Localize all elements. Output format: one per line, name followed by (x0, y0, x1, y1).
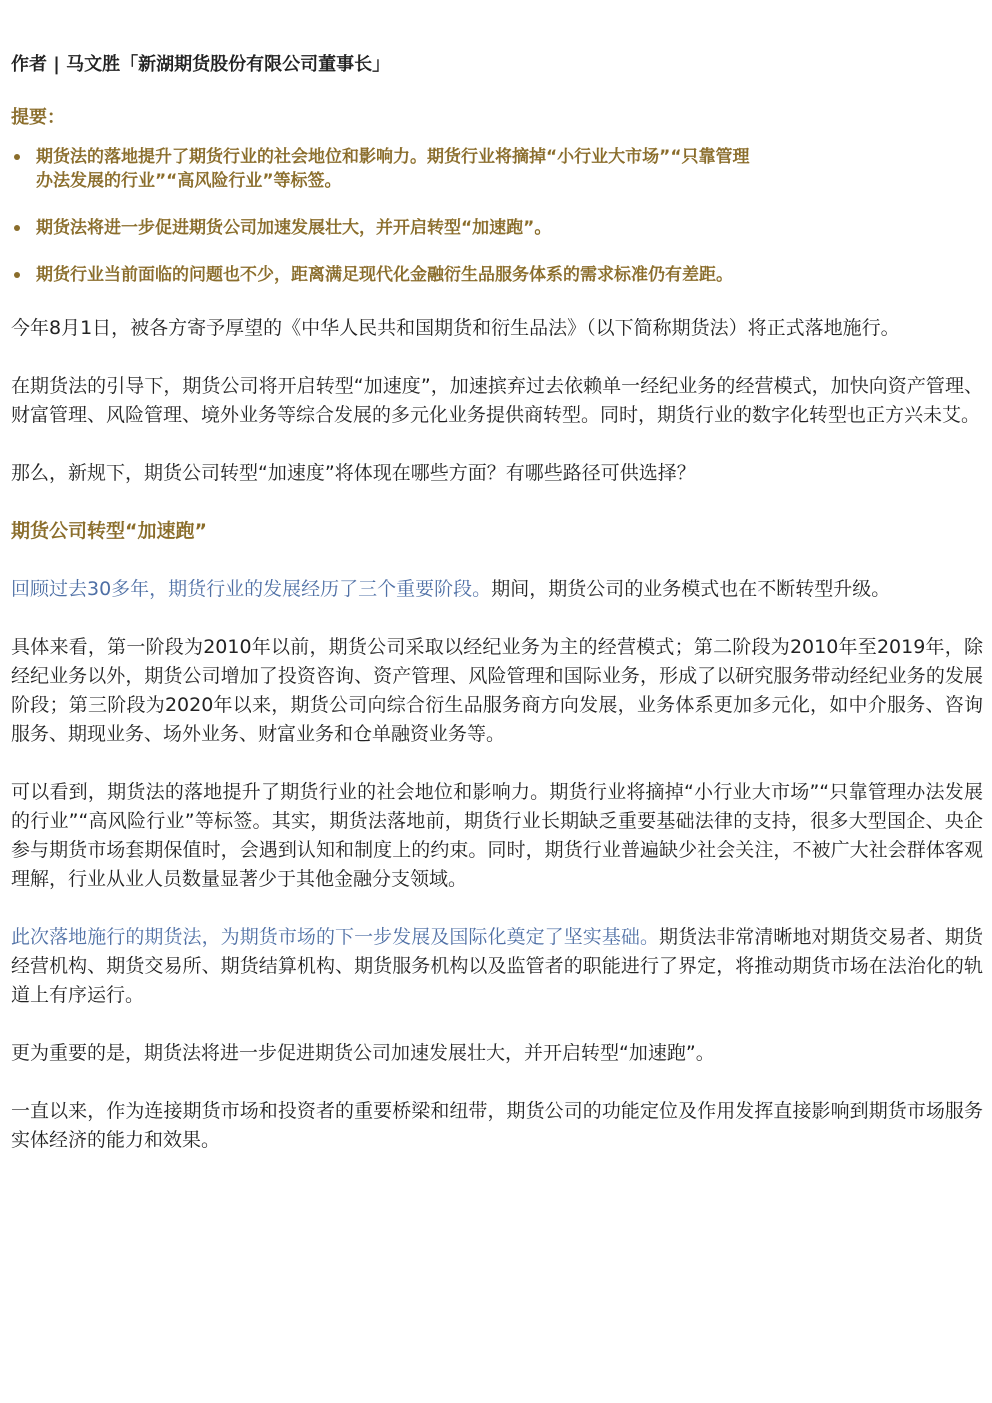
bullet-dot-icon (14, 225, 20, 231)
summary-item-text: 期货行业当前面临的问题也不少，距离满足现代化金融衍生品服务体系的需求标准仍有差距。 (36, 265, 733, 285)
paragraph-4 (11, 575, 983, 604)
paragraph-9: 一直以来，作为连接期货市场和投资者的重要桥梁和纽带，期货公司的功能定位及作用发挥直接影响到期货市场服务实体经济的能力和效果。 (11, 1100, 983, 1151)
author-line: 作者 | 马文胜「新湖期货股份有限公司董事长」 (11, 54, 391, 75)
paragraph-5: 具体来看，第一阶段为2010年以前，期货公司采取以经纪业务为主的经营模式；第二阶段为2010年至2019年，除经纪业务以外，期货公司增加了投资咨询、资产管理、风险管理和国际业务，形成了以研究服务带动经纪业务的发展阶段；第三阶段为2020年以来，期货公司向综合衍生品服务商方向发展，业务体系更加多元化，如中介服务、咨询服务、期现业务、场外业务、财富业务和仓单融资业务等。 (11, 636, 983, 745)
paragraph-6: 可以看到，期货法的落地提升了期货行业的社会地位和影响力。期货行业将摘掉“小行业大市场”“只靠管理办法发展的行业”“高风险行业”等标签。其实，期货法落地前，期货行业长期缺乏重要基础法律的支持，很多大型国企、央企参与期货市场套期保值时，会遇到认知和制度上的约束。同时，期货行业普遍缺少社会关注，不被广大社会群体客观理解，行业从业人员数量显著少于其他金融分支领域。 (11, 781, 983, 890)
summary-item (11, 145, 751, 193)
article (11, 52, 983, 1155)
paragraph-text: 期间，期货公司的业务模式也在不断转型升级。 (491, 578, 891, 600)
paragraph-3: 那么，新规下，期货公司转型“加速度”将体现在哪些方面？有哪些路径可供选择？ (11, 462, 696, 484)
bullet-dot-icon (14, 154, 20, 160)
highlight-text: 此次落地施行的期货法，为期货市场的下一步发展及国际化奠定了坚实基础。 (11, 926, 660, 948)
section-title: 期货公司转型“加速跑” (11, 520, 207, 542)
paragraph-2: 在期货法的引导下，期货公司将开启转型“加速度”，加速摈弃过去依赖单一经纪业务的经营模式，加快向资产管理、财富管理、风险管理、境外业务等综合发展的多元化业务提供商转型。同时，期货行业的数字化转型也正方兴未艾。 (11, 375, 983, 426)
summary-item-text: 期货法将进一步促进期货公司加速发展壮大，并开启转型“加速跑”。 (36, 218, 552, 238)
paragraph-text: 期货法非常清晰地对期货交易者、期货经营机构、期货交易所、期货结算机构、期货服务机构以及监管者的职能进行了界定，将推动期货市场在法治化的轨道上有序运行。 (11, 926, 983, 1006)
summary-item (11, 263, 751, 287)
summary-title: 提要： (11, 107, 65, 128)
highlight-text: 回顾过去30多年，期货行业的发展经历了三个重要阶段。 (11, 578, 492, 600)
bullet-dot-icon (14, 272, 20, 278)
paragraph-7 (11, 923, 983, 1010)
paragraph-1: 今年8月1日，被各方寄予厚望的《中华人民共和国期货和衍生品法》（以下简称期货法）将正式落地施行。 (11, 317, 900, 339)
summary-item (11, 216, 751, 240)
summary-item-text: 期货法的落地提升了期货行业的社会地位和影响力。期货行业将摘掉“小行业大市场”“只靠管理办法发展的行业”“高风险行业”等标签。 (36, 147, 750, 191)
paragraph-8: 更为重要的是，期货法将进一步促进期货公司加速发展壮大，并开启转型“加速跑”。 (11, 1042, 715, 1064)
summary-list (11, 145, 751, 287)
